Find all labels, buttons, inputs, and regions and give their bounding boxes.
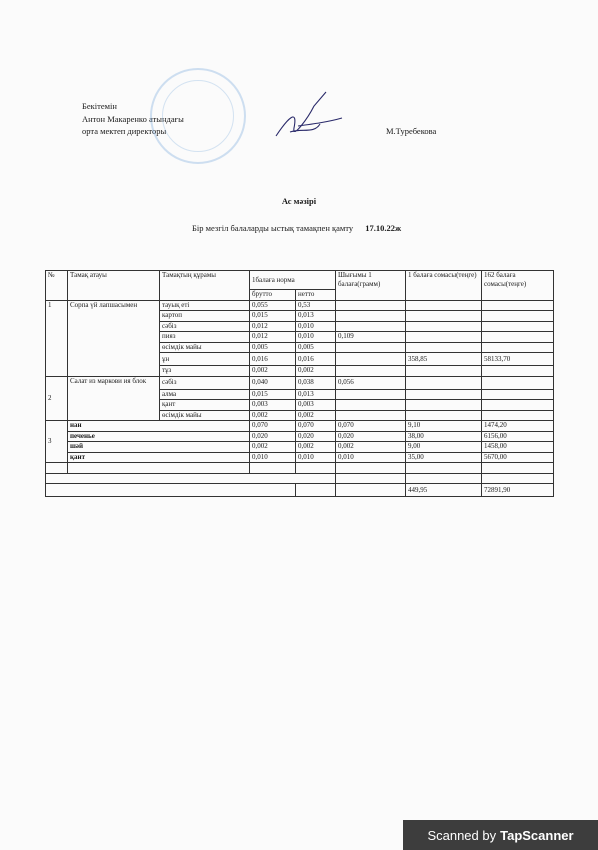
netto-cell: 0,002: [296, 366, 336, 377]
table-row: [46, 421, 554, 432]
cost-one-cell: [406, 342, 482, 353]
netto-cell: 0,53: [296, 300, 336, 311]
cost-total-cell: 6156,00: [482, 431, 554, 442]
header-netto: нетто: [296, 290, 336, 301]
banner-prefix: Scanned by: [427, 827, 497, 843]
yield-cell: [336, 400, 406, 411]
brutto-cell: 0,070: [250, 421, 296, 432]
header-cost-one: 1 балаға сомасы(теңге): [406, 271, 482, 301]
table-row: [46, 463, 554, 474]
brutto-cell: 0,002: [250, 442, 296, 453]
cost-total-cell: [482, 366, 554, 377]
item-name: алма: [160, 389, 250, 400]
cost-one-cell: [406, 410, 482, 421]
cost-one-cell: 35,00: [406, 452, 482, 463]
yield-cell: [336, 311, 406, 322]
school-stamp: [150, 68, 246, 164]
cost-one-cell: [406, 376, 482, 389]
table-row: [46, 431, 554, 442]
header-num: №: [46, 271, 68, 301]
yield-cell: 0,056: [336, 376, 406, 389]
cost-one-cell: 9,00: [406, 442, 482, 453]
total-cost-one: 449,95: [406, 484, 482, 497]
brutto-cell: 0,040: [250, 376, 296, 389]
cost-total-cell: [482, 311, 554, 322]
cost-total-cell: 1474,20: [482, 421, 554, 432]
table-row: [46, 300, 554, 311]
cost-total-cell: [482, 389, 554, 400]
cost-total-cell: [482, 376, 554, 389]
banner-brand: TapScanner: [500, 827, 574, 843]
cost-total-cell: [482, 321, 554, 332]
dish-name: нан: [68, 421, 250, 432]
yield-cell: [336, 300, 406, 311]
item-name: өсімдік майы: [160, 410, 250, 421]
netto-cell: 0,013: [296, 311, 336, 322]
cost-one-cell: 38,00: [406, 431, 482, 442]
netto-cell: 0,005: [296, 342, 336, 353]
table-row: [46, 452, 554, 463]
dish-name: печенье: [68, 431, 250, 442]
brutto-cell: 0,002: [250, 366, 296, 377]
brutto-cell: 0,003: [250, 400, 296, 411]
totals-row: [46, 484, 554, 497]
header-cost-total: 162 балаға сомасы(теңге): [482, 271, 554, 301]
yield-cell: 0,020: [336, 431, 406, 442]
header-dish: Тамақ атауы: [68, 271, 160, 301]
scanner-watermark: [403, 820, 598, 850]
cost-total-cell: [482, 300, 554, 311]
netto-cell: 0,038: [296, 376, 336, 389]
approval-line-1: Бекітемін: [82, 101, 117, 111]
yield-cell: 0,002: [336, 442, 406, 453]
item-name: картоп: [160, 311, 250, 322]
yield-cell: [336, 410, 406, 421]
menu-table: [45, 270, 554, 497]
total-cost-total: 72891,90: [482, 484, 554, 497]
menu-title: Ас мәзірі: [281, 196, 317, 206]
cost-one-cell: [406, 321, 482, 332]
header-brutto: брутто: [250, 290, 296, 301]
brutto-cell: 0,016: [250, 353, 296, 366]
table-row: [46, 376, 554, 389]
item-name: тұз: [160, 366, 250, 377]
netto-cell: 0,002: [296, 442, 336, 453]
approval-line-2: Антон Макаренко атындағы: [82, 113, 184, 124]
netto-cell: 0,020: [296, 431, 336, 442]
brutto-cell: 0,015: [250, 311, 296, 322]
cost-one-cell: [406, 389, 482, 400]
cost-one-cell: [406, 366, 482, 377]
header-composition: Тамақтың құрамы: [160, 271, 250, 301]
approval-line-3: орта мектеп директоры: [82, 126, 167, 136]
brutto-cell: 0,012: [250, 321, 296, 332]
table-row: [46, 473, 554, 484]
director-signature: [268, 88, 348, 148]
dish-name: Сорпа үй лапшасымен: [68, 300, 160, 376]
yield-cell: [336, 342, 406, 353]
netto-cell: 0,010: [296, 321, 336, 332]
cost-one-cell: [406, 311, 482, 322]
group-num: 2: [46, 376, 68, 421]
brutto-cell: 0,012: [250, 332, 296, 343]
cost-total-cell: 5670,00: [482, 452, 554, 463]
director-name: М.Туребекова: [386, 126, 437, 136]
cost-one-cell: 9,10: [406, 421, 482, 432]
header-norm: 1балаға норма: [250, 271, 336, 290]
group-num: 3: [46, 421, 68, 463]
brutto-cell: 0,002: [250, 410, 296, 421]
cost-total-cell: [482, 342, 554, 353]
menu-date: 17.10.22ж: [365, 223, 402, 233]
group-num: 1: [46, 300, 68, 376]
cost-one-cell: [406, 400, 482, 411]
brutto-cell: 0,015: [250, 389, 296, 400]
cost-total-cell: [482, 410, 554, 421]
yield-cell: [336, 353, 406, 366]
header-yield: Шығымы 1 балаға(грамм): [336, 271, 406, 301]
item-name: пияз: [160, 332, 250, 343]
cost-total-cell: [482, 400, 554, 411]
netto-cell: 0,070: [296, 421, 336, 432]
cost-total-cell: [482, 332, 554, 343]
item-name: сәбіз: [160, 321, 250, 332]
subtitle-text: Бір мезгіл балаларды ыстық тамақпен қамту: [192, 223, 354, 233]
item-name: ұн: [160, 353, 250, 366]
netto-cell: 0,002: [296, 410, 336, 421]
netto-cell: 0,003: [296, 400, 336, 411]
dish-name: Салат из маркови ия блок: [68, 376, 160, 421]
cost-one-cell: [406, 300, 482, 311]
yield-cell: [336, 389, 406, 400]
table-header-row: [46, 271, 554, 290]
netto-cell: 0,016: [296, 353, 336, 366]
yield-cell: 0,070: [336, 421, 406, 432]
brutto-cell: 0,055: [250, 300, 296, 311]
menu-subtitle: [192, 223, 401, 233]
yield-cell: 0,109: [336, 332, 406, 343]
yield-cell: [336, 321, 406, 332]
netto-cell: 0,013: [296, 389, 336, 400]
cost-one-cell: 358,85: [406, 353, 482, 366]
netto-cell: 0,010: [296, 332, 336, 343]
item-name: сәбіз: [160, 376, 250, 389]
dish-name: қант: [68, 452, 250, 463]
brutto-cell: 0,005: [250, 342, 296, 353]
item-name: өсімдік майы: [160, 342, 250, 353]
brutto-cell: 0,020: [250, 431, 296, 442]
yield-cell: 0,010: [336, 452, 406, 463]
item-name: қант: [160, 400, 250, 411]
cost-total-cell: 1458,00: [482, 442, 554, 453]
dish-name: шәй: [68, 442, 250, 453]
table-row: [46, 442, 554, 453]
item-name: тауық еті: [160, 300, 250, 311]
cost-one-cell: [406, 332, 482, 343]
brutto-cell: 0,010: [250, 452, 296, 463]
yield-cell: [336, 366, 406, 377]
cost-total-cell: 58133,70: [482, 353, 554, 366]
netto-cell: 0,010: [296, 452, 336, 463]
